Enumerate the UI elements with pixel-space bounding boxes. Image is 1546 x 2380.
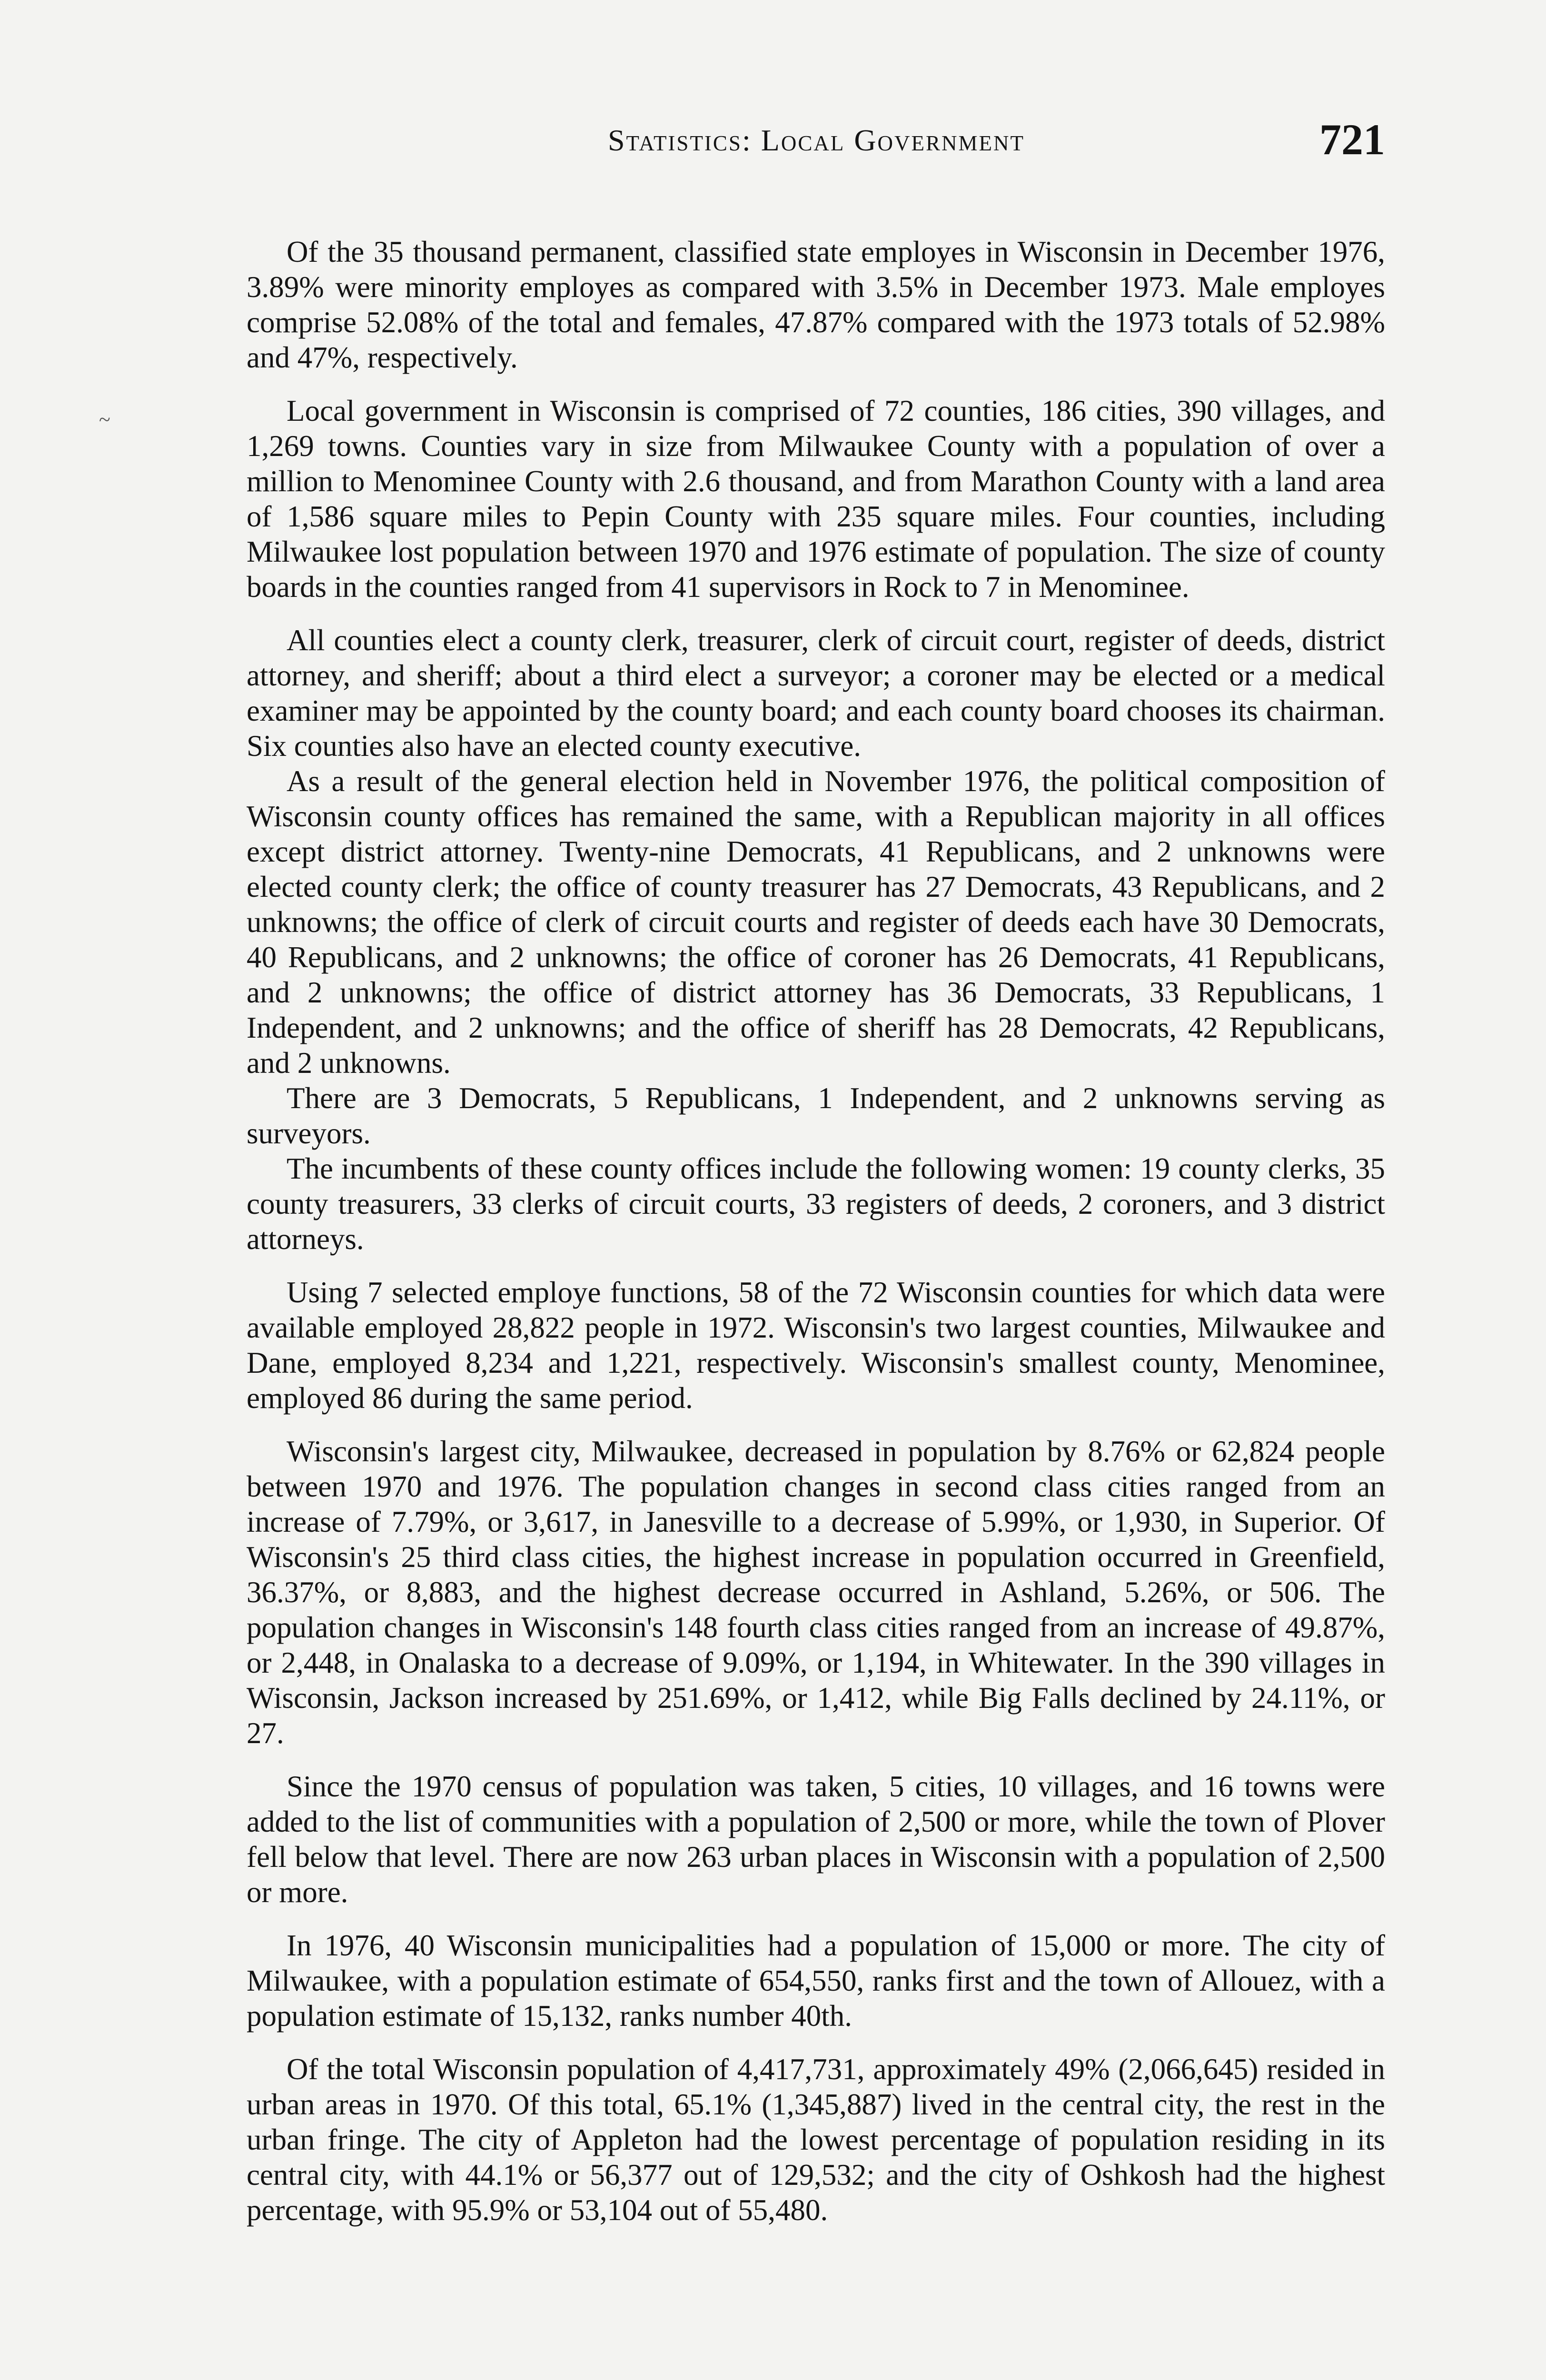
paragraph-employe-statistics: Of the 35 thousand permanent, classified state employes in Wisconsin in December 1976, 3.89% were minority employes as compared with 3.5% in December 1973. Male employes comprise 52.08% of the total and females, 47.87% compared with the 1973 totals of 52.98% and 47%, respectively.	[247, 235, 1385, 374]
paragraph-large-municipalities: In 1976, 40 Wisconsin municipalities had a population of 15,000 or more. The city of Milwaukee, with a population estimate of 654,550, ranks first and the town of Allouez, with a population estimate of 15,132, ranks number 40th.	[247, 1929, 1385, 2033]
running-title: Statistics: Local Government	[607, 123, 1025, 157]
paragraph-surveyors: There are 3 Democrats, 5 Republicans, 1 Independent, and 2 unknowns serving as surveyors.	[247, 1081, 1385, 1150]
paragraph-city-population-changes: Wisconsin's largest city, Milwaukee, decreased in population by 8.76% or 62,824 people between 1970 and 1976. The population changes in second class cities ranged from an increase of 7.79%, or 3,617, in Janesville to a decrease of 5.99%, or 1,930, in Superior. Of Wisconsin's 25 third class cities, the highest increase in population occurred in Greenfield, 36.37%, or 8,883, and the highest decrease occurred in Ashland, 5.26%, or 506. The population changes in Wisconsin's 148 fourth class cities ranged from an increase of 49.87%, or 2,448, in Onalaska to a decrease of 9.09%, or 1,194, in Whitewater. In the 390 villages in Wisconsin, Jackson increased by 251.69%, or 1,412, while Big Falls declined by 24.11%, or 27.	[247, 1435, 1385, 1750]
margin-mark: ~	[99, 408, 110, 431]
paragraph-urban-communities: Since the 1970 census of population was taken, 5 cities, 10 villages, and 16 towns were added to the list of communities with a population of 2,500 or more, while the town of Plover fell below that level. There are now 263 urban places in Wisconsin with a population of 2,500 or more.	[247, 1770, 1385, 1909]
body-text	[247, 234, 1385, 2246]
running-header	[248, 114, 1385, 167]
paragraph-women-incumbents: The incumbents of these county offices include the following women: 19 county clerks, 35 county treasurers, 33 clerks of circuit courts, 33 registers of deeds, 2 coroners, and 3 district attorneys.	[247, 1152, 1385, 1256]
paragraph-county-employment: Using 7 selected employe functions, 58 of the 72 Wisconsin counties for which data were available employed 28,822 people in 1972. Wisconsin's two largest counties, Milwaukee and Dane, employed 8,234 and 1,221, respectively. Wisconsin's smallest county, Menominee, employed 86 during the same period.	[247, 1276, 1385, 1415]
paragraph-urban-population: Of the total Wisconsin population of 4,417,731, approximately 49% (2,066,645) resided in urban areas in 1970. Of this total, 65.1% (1,345,887) lived in the central city, the rest in the urban fringe. The city of Appleton had the lowest percentage of population residing in its central city, with 44.1% or 56,377 out of 129,532; and the city of Oshkosh had the highest percentage, with 95.9% or 53,104 out of 55,480.	[247, 2053, 1385, 2227]
paragraph-local-government: Local government in Wisconsin is comprised of 72 counties, 186 cities, 390 villages, and 1,269 towns. Counties vary in size from Milwaukee County with a population of over a million to Menominee County with 2.6 thousand, and from Marathon County with a land area of 1,586 square miles to Pepin County with 235 square miles. Four counties, including Milwaukee lost population between 1970 and 1976 estimate of population. The size of county boards in the counties ranged from 41 supervisors in Rock to 7 in Menominee.	[247, 394, 1385, 604]
paragraph-election-results: As a result of the general election held in November 1976, the political composition of Wisconsin county offices has remained the same, with a Republican majority in all offices except district attorney. Twenty-nine Democrats, 41 Republicans, and 2 unknowns were elected county clerk; the office of county treasurer has 27 Democrats, 43 Republicans, and 2 unknowns; the office of clerk of circuit courts and register of deeds each have 30 Democrats, 40 Republicans, and 2 unknowns; the office of coroner has 26 Democrats, 41 Republicans, and 2 unknowns; the office of district attorney has 36 Democrats, 33 Republicans, 1 Independent, and 2 unknowns; and the office of sheriff has 28 Democrats, 42 Republicans, and 2 unknowns.	[247, 764, 1385, 1080]
paragraph-county-officers: All counties elect a county clerk, treasurer, clerk of circuit court, register of deeds, district attorney, and sheriff; about a third elect a surveyor; a coroner may be elected or a medical examiner may be appointed by the county board; and each county board chooses its chairman. Six counties also have an elected county executive.	[247, 624, 1385, 763]
page-number: 721	[1319, 115, 1385, 164]
